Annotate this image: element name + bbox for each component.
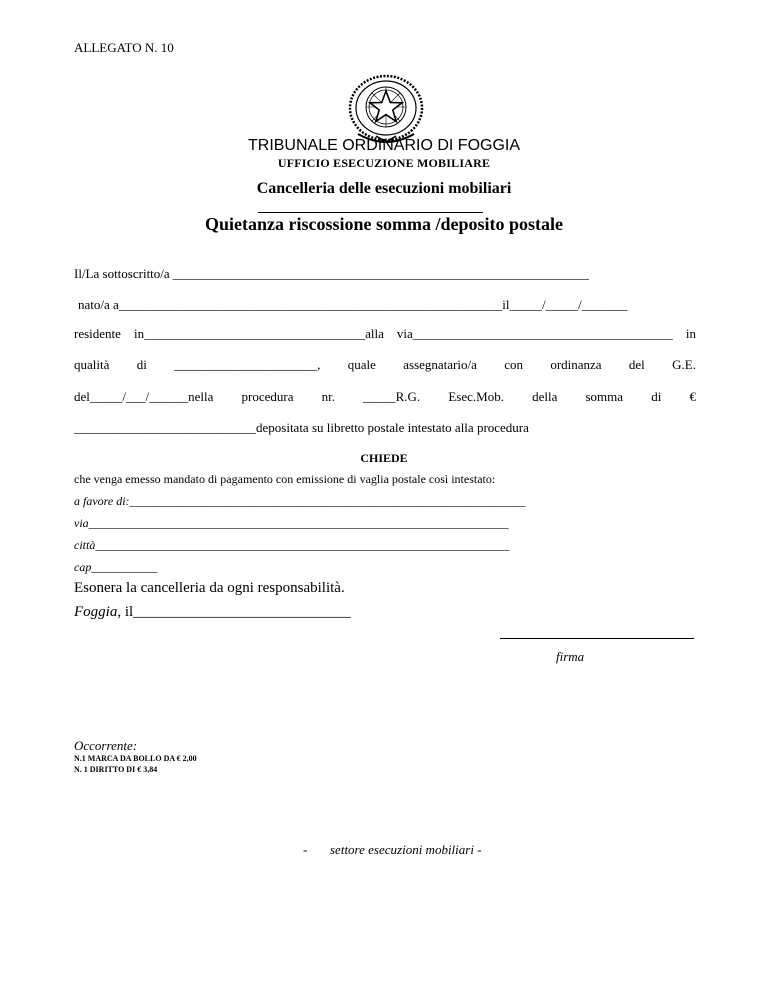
registry-name: Cancelleria delle esecuzioni mobiliari: [256, 180, 512, 197]
favore-blank: __________________________________________________________________: [129, 494, 526, 508]
word: di: [651, 389, 662, 404]
requirement-fee: N. 1 DIRITTO DI € 3,84: [74, 765, 158, 774]
form-line-deposit: ____________________________depositata su libretto postale intestato alla procedura: [74, 420, 529, 435]
republic-emblem-icon: [346, 74, 426, 146]
form-line-procedure: [74, 389, 696, 405]
signature-label: firma: [556, 649, 585, 664]
word: somma: [585, 389, 624, 404]
signature-line: [500, 638, 694, 639]
citta-blank: _____________________________________________________________________: [95, 538, 510, 552]
chiede-heading: CHIEDE: [360, 451, 408, 465]
word: di: [136, 357, 147, 372]
requirements-label: Occorrente:: [74, 738, 138, 753]
via-label: via: [74, 516, 89, 530]
footer-dash: -: [303, 842, 308, 857]
word: della: [532, 389, 558, 404]
word: in__________________________________alla: [133, 326, 384, 341]
title-rule: [258, 212, 483, 213]
word: quale: [347, 357, 376, 372]
via-line: [74, 516, 509, 531]
citta-label: città: [74, 538, 96, 552]
favore-line: [74, 494, 526, 509]
form-line-undersigned: Il/La sottoscritto/a ________________________________________________________________: [74, 266, 589, 281]
via-blank: ______________________________________________________________________: [88, 516, 509, 530]
word: assegnatario/a: [403, 357, 477, 372]
office-name: UFFICIO ESECUZIONE MOBILIARE: [277, 156, 491, 170]
word: con: [504, 357, 523, 372]
form-line-residence: [74, 326, 696, 342]
word: €: [689, 389, 696, 404]
word: nr.: [321, 389, 335, 404]
word: del: [628, 357, 645, 372]
word: qualità: [74, 357, 110, 372]
court-name: TRIBUNALE ORDINARIO DI FOGGIA: [247, 137, 521, 154]
date-blank: , il_____________________________: [117, 604, 351, 620]
word: ordinanza: [550, 357, 602, 372]
cap-line: [74, 560, 157, 575]
word: ______________________,: [174, 357, 321, 372]
place-date-line: [74, 604, 351, 621]
word: in: [685, 326, 696, 341]
footer-text: settore esecuzioni mobiliari -: [330, 842, 482, 857]
annex-number: ALLEGATO N. 10: [74, 40, 174, 55]
citta-line: [74, 538, 509, 553]
favore-label: a favore di:: [74, 494, 130, 508]
word: via________________________________________: [396, 326, 673, 341]
payment-request: che venga emesso mandato di pagamento con emissione di vaglia postale così intestato:: [74, 472, 496, 486]
word: _____R.G.: [363, 389, 421, 404]
word: Esec.Mob.: [448, 389, 504, 404]
word: residente: [74, 326, 121, 341]
cap-label: cap: [74, 560, 92, 574]
document-title: Quietanza riscossione somma /deposito postale: [205, 214, 563, 234]
cap-blank: ___________: [91, 560, 158, 574]
form-line-capacity: [74, 357, 696, 373]
word: G.E.: [672, 357, 696, 372]
form-line-birth: nato/a a___________________________________________________________il_____/_____/_______: [78, 297, 628, 312]
word: procedura: [241, 389, 294, 404]
requirement-stamp: N.1 MARCA DA BOLLO DA € 2,00: [74, 754, 197, 763]
exoneration-statement: Esonera la cancelleria da ogni responsabilità.: [74, 580, 345, 596]
word: del_____/___/______nella: [74, 389, 214, 404]
place-name: Foggia: [74, 604, 118, 620]
